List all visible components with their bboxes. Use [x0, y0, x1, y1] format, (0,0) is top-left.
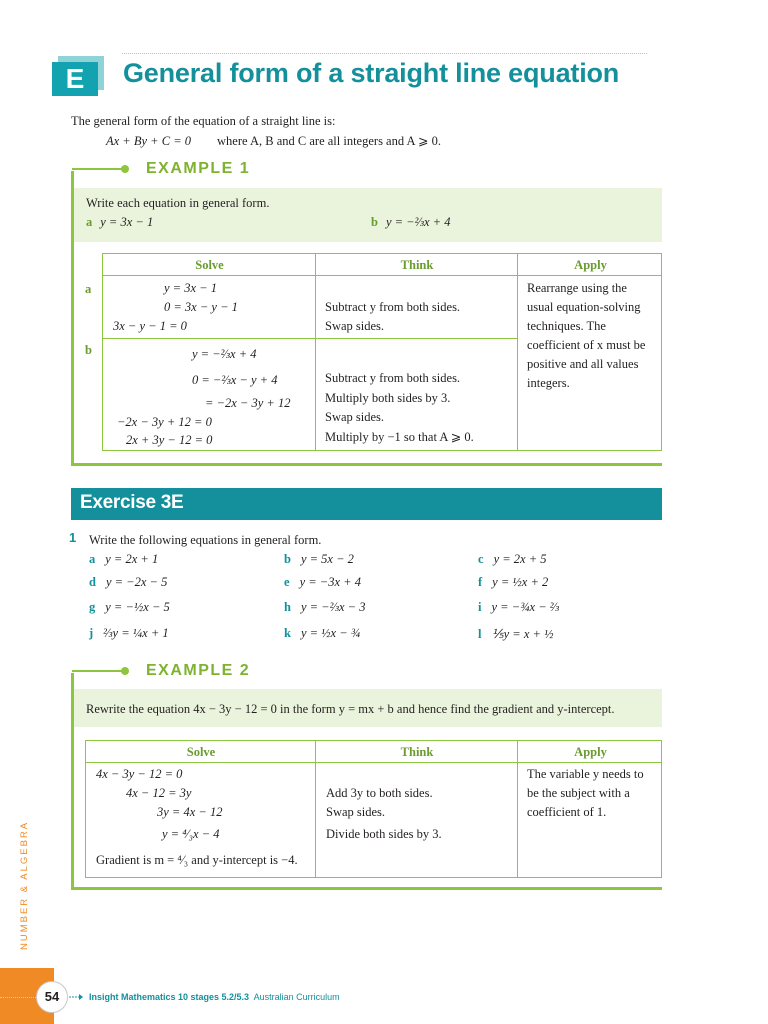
header-think: Think [400, 745, 434, 759]
solve-line: = −2x − 3y + 12 [205, 396, 291, 410]
section-letter-badge [52, 56, 104, 96]
solve-line: 2x + 3y − 12 = 0 [126, 433, 213, 447]
formula: Ax + By + C = 0 [106, 134, 192, 148]
exercise-item: k y = ½x − ¾ [284, 626, 361, 640]
formula-condition: where A, B and C are all integers and A ⩾ 0. [217, 134, 441, 148]
solve-line: y = −⅔x + 4 [192, 347, 257, 361]
apply-line: be the subject with a [527, 786, 630, 800]
solve-line: 3x − y − 1 = 0 [113, 319, 187, 333]
header-think: Think [400, 258, 434, 272]
think-line: Add 3y to both sides. [326, 786, 433, 800]
exercise-item: d y = −2x − 5 [89, 575, 168, 589]
section-letter: E [52, 62, 98, 96]
example-2-instruction: Rewrite the equation 4x − 3y − 12 = 0 in the form y = mx + b and hence find the gradient and y-intercept. [86, 702, 615, 716]
header-apply: Apply [574, 745, 607, 759]
question-number: 1 [69, 530, 77, 545]
section-title: General form of a straight line equation [123, 58, 620, 88]
exercise-item: i y = −¾x − ⅔ [478, 600, 560, 614]
solve-line: 0 = 3x − y − 1 [164, 300, 238, 314]
exercise-item: l ⅕y = x + ½ [478, 627, 554, 641]
solve-conclusion: Gradient is m = ⁴⁄₃ and y-intercept is −4. [96, 853, 298, 867]
apply-line: coefficient of 1. [527, 805, 607, 819]
example-2-heading: EXAMPLE 2 [72, 662, 250, 680]
example-1-heading: EXAMPLE 1 [72, 160, 250, 178]
example-1-instruction: Write each equation in general form. [86, 196, 270, 210]
solve-line: 3y = 4x − 12 [157, 805, 223, 819]
header-rule [122, 53, 647, 54]
header-solve: Solve [195, 258, 224, 272]
header-solve: Solve [186, 745, 216, 759]
solve-line: 4x − 3y − 12 = 0 [96, 767, 183, 781]
exercise-item: a y = 2x + 1 [89, 552, 159, 566]
exercise-item: h y = −⅔x − 3 [284, 600, 366, 614]
exercise-item: b y = 5x − 2 [284, 552, 354, 566]
general-form-formula [106, 133, 441, 149]
think-line: Swap sides. [326, 805, 386, 819]
intro-text: The general form of the equation of a straight line is: [71, 114, 336, 128]
think-line: Swap sides. [325, 319, 385, 333]
example-1-part-a: a y = 3x − 1 [86, 215, 154, 229]
apply-line: The variable y needs to [527, 767, 644, 781]
exercise-item: c y = 2x + 5 [478, 552, 547, 566]
strand-label: NUMBER & ALGEBRA [19, 820, 30, 950]
apply-line: techniques. The [527, 319, 606, 333]
think-line: Divide both sides by 3. [326, 827, 442, 841]
arrow-right-icon [69, 992, 83, 1002]
exercise-item: j ⅔y = ¼x + 1 [89, 626, 169, 640]
question-text: Write the following equations in general form. [89, 533, 322, 547]
footer-text [89, 992, 340, 1002]
row-a-label: a [85, 282, 92, 296]
solve-line: y = ⁴⁄₃x − 4 [162, 827, 220, 841]
book-title: Insight Mathematics 10 stages 5.2/5.3 [89, 992, 250, 1002]
think-line: Multiply both sides by 3. [325, 391, 451, 405]
exercise-item: e y = −3x + 4 [284, 575, 361, 589]
header-apply: Apply [574, 258, 607, 272]
solve-line: −2x − 3y + 12 = 0 [117, 415, 212, 429]
exercise-item: g y = −½x − 5 [89, 600, 170, 614]
think-line: Subtract y from both sides. [325, 300, 461, 314]
think-line: Subtract y from both sides. [325, 371, 461, 385]
apply-line: usual equation-solving [527, 300, 641, 314]
footer-rule [0, 997, 36, 998]
example-1-part-b: b y = −⅔x + 4 [371, 215, 451, 229]
think-line: Swap sides. [325, 410, 385, 424]
apply-line: positive and all values [527, 357, 639, 371]
page-number: 54 [36, 981, 68, 1013]
solve-line: 4x − 12 = 3y [126, 786, 192, 800]
curriculum-label: Australian Curriculum [253, 992, 340, 1002]
solve-line: 0 = −⅔x − y + 4 [192, 373, 278, 387]
exercise-title: Exercise 3E [80, 492, 184, 513]
apply-line: coefficient of x must be [527, 338, 646, 352]
think-line: Multiply by −1 so that A ⩾ 0. [325, 430, 474, 444]
apply-line: integers. [527, 376, 570, 390]
exercise-item: f y = ½x + 2 [478, 575, 549, 589]
apply-line: Rearrange using the [527, 281, 627, 295]
solve-line: y = 3x − 1 [164, 281, 217, 295]
exercise-banner [71, 488, 662, 520]
row-b-label: b [85, 343, 92, 357]
